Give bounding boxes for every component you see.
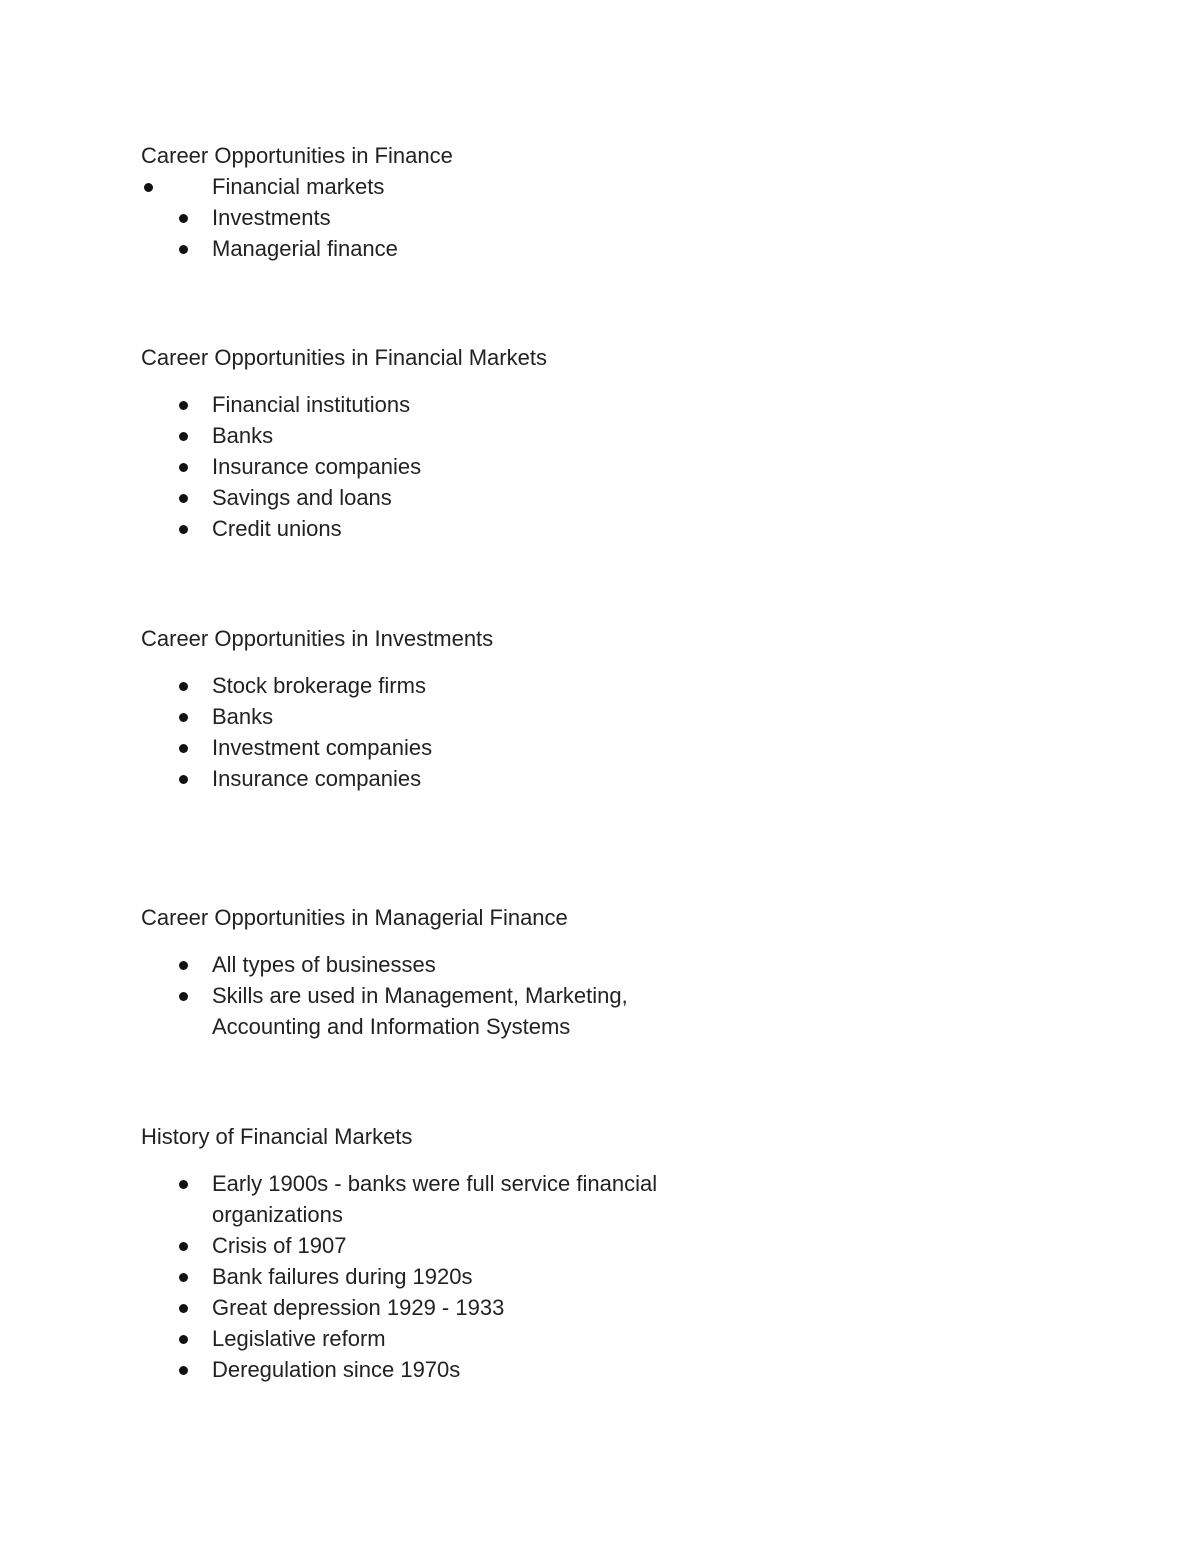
bullet-icon xyxy=(179,214,188,223)
bullet-icon xyxy=(179,744,188,753)
section-heading: Career Opportunities in Investments xyxy=(141,626,494,651)
list-item-text: Skills are used in Management, Marketing, Accounting and Information Systems xyxy=(212,983,628,1039)
list-item-text: Financial markets xyxy=(212,174,385,199)
bullet-icon xyxy=(179,961,188,970)
bullet-icon xyxy=(179,432,188,441)
section-heading: Career Opportunities in Financial Markets xyxy=(141,345,547,370)
list-item-text: Investments xyxy=(212,205,331,230)
list-item xyxy=(0,233,692,264)
bullet-icon xyxy=(179,525,188,534)
bullet-icon xyxy=(179,494,188,503)
bullet-icon xyxy=(179,1304,188,1313)
list-item-text: Investment companies xyxy=(212,735,433,760)
bullet-icon xyxy=(179,1273,188,1282)
list-item-text: Credit unions xyxy=(212,516,342,541)
section-heading: History of Financial Markets xyxy=(141,1124,413,1149)
list-item xyxy=(0,389,692,420)
list-item xyxy=(0,1354,692,1385)
list-item xyxy=(0,1292,692,1323)
list-item-text: Deregulation since 1970s xyxy=(212,1357,461,1382)
list-item-text: All types of businesses xyxy=(212,952,436,977)
list-item-text: Legislative reform xyxy=(212,1326,386,1351)
bullet-icon xyxy=(179,1335,188,1344)
list-item xyxy=(0,980,692,1042)
section-heading: Career Opportunities in Finance xyxy=(141,143,453,168)
section-heading: Career Opportunities in Managerial Finance xyxy=(141,905,568,930)
list-item xyxy=(0,763,692,794)
list-item-text: Crisis of 1907 xyxy=(212,1233,347,1258)
bullet-icon xyxy=(179,713,188,722)
bullet-icon xyxy=(179,682,188,691)
list-item-text: Banks xyxy=(212,423,274,448)
list-item-text: Early 1900s - banks were full service financial organizations xyxy=(212,1171,658,1227)
list-item-text: Banks xyxy=(212,704,274,729)
list-item-text: Savings and loans xyxy=(212,485,392,510)
list-item xyxy=(0,482,692,513)
list-item xyxy=(0,949,692,980)
list-item-text: Managerial finance xyxy=(212,236,398,261)
bullet-list xyxy=(0,389,692,544)
list-item-text: Bank failures during 1920s xyxy=(212,1264,473,1289)
list-item xyxy=(0,513,692,544)
list-item-text: Financial institutions xyxy=(212,392,411,417)
list-item-text: Insurance companies xyxy=(212,766,422,791)
list-item xyxy=(0,420,692,451)
list-item xyxy=(0,1168,692,1230)
bullet-icon xyxy=(179,463,188,472)
bullet-list xyxy=(0,949,692,1042)
list-item xyxy=(0,451,692,482)
list-item xyxy=(0,1230,692,1261)
bullet-icon xyxy=(179,1366,188,1375)
bullet-list xyxy=(0,171,692,264)
list-item xyxy=(0,1261,692,1292)
list-item xyxy=(0,732,692,763)
bullet-icon xyxy=(179,401,188,410)
list-item-text: Great depression 1929 - 1933 xyxy=(212,1295,505,1320)
bullet-icon xyxy=(179,245,188,254)
bullet-icon xyxy=(179,1180,188,1189)
bullet-icon xyxy=(144,183,153,192)
list-item-text: Stock brokerage firms xyxy=(212,673,426,698)
bullet-list xyxy=(0,670,692,794)
bullet-icon xyxy=(179,775,188,784)
list-item xyxy=(0,171,692,202)
bullet-icon xyxy=(179,1242,188,1251)
list-item-text: Insurance companies xyxy=(212,454,422,479)
list-item xyxy=(0,1323,692,1354)
list-item xyxy=(0,202,692,233)
bullet-icon xyxy=(179,992,188,1001)
bullet-list xyxy=(0,1168,692,1385)
list-item xyxy=(0,670,692,701)
list-item xyxy=(0,701,692,732)
